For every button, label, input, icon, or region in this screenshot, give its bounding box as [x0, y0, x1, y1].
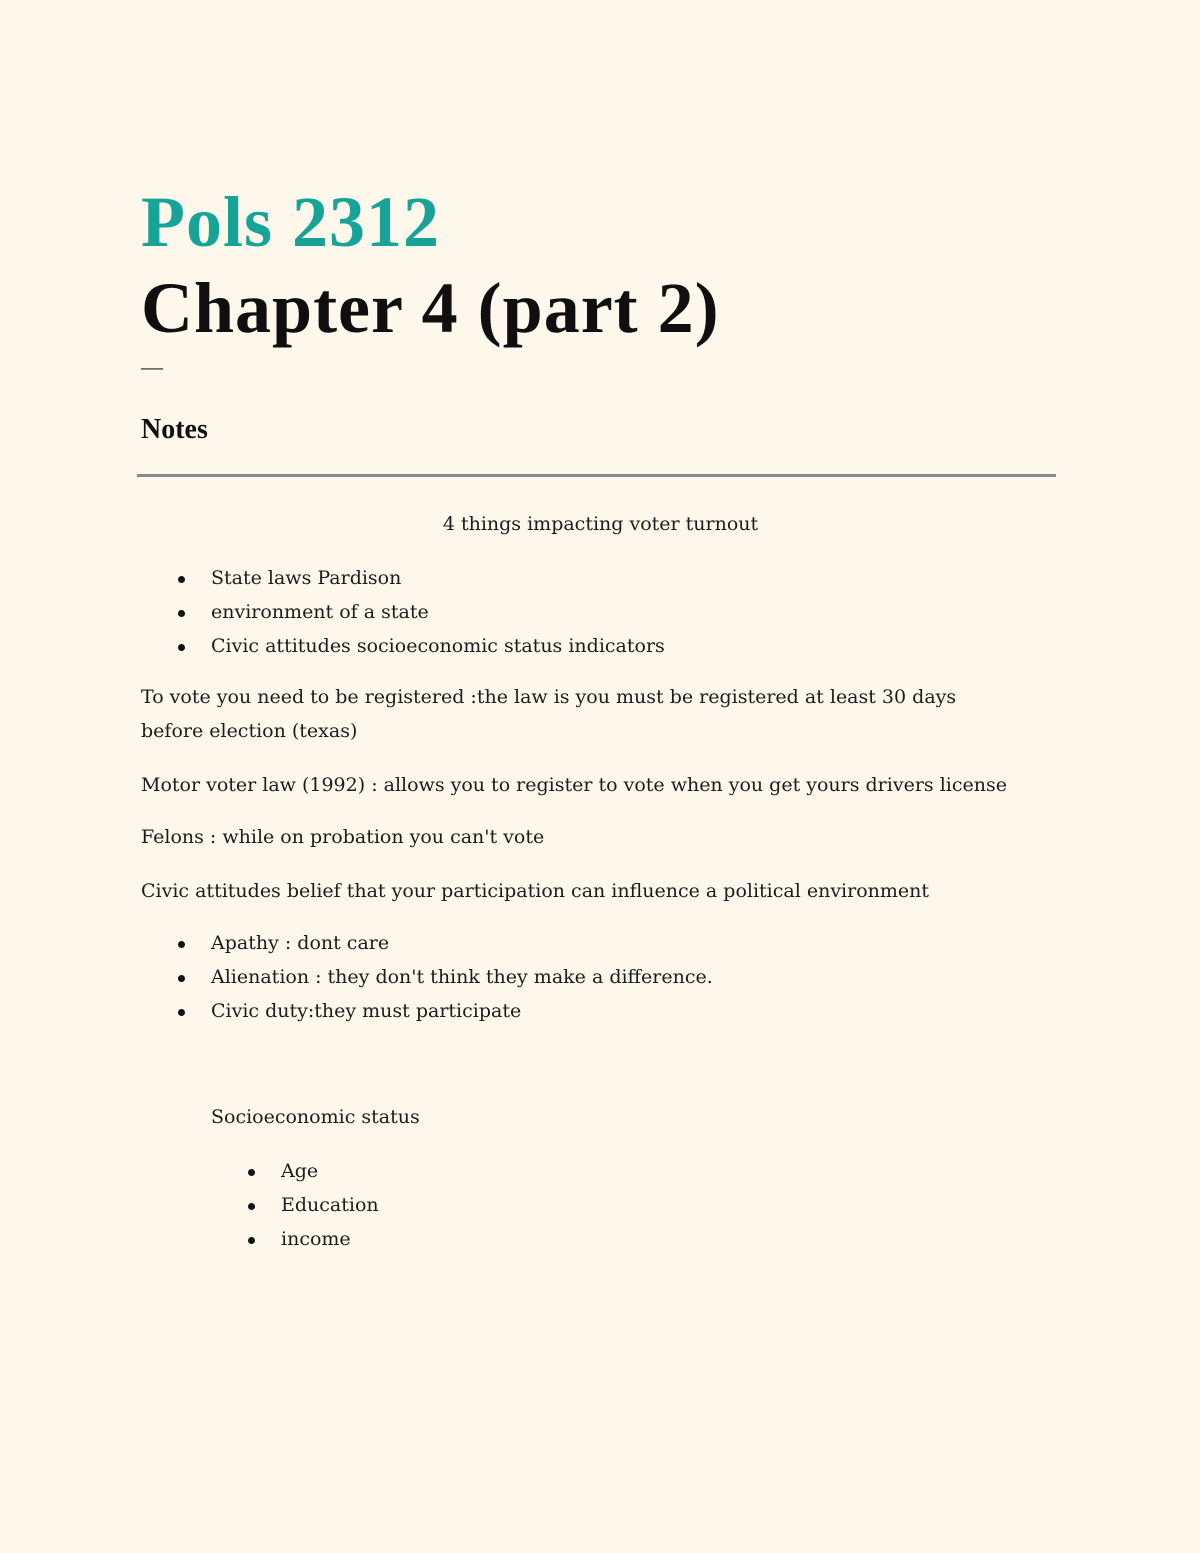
list-item-text: Education: [281, 1194, 379, 1216]
list-item-text: environment of a state: [211, 601, 429, 623]
paragraph-felons: Felons : while on probation you can't vote: [141, 826, 545, 848]
list-item-text: Civic duty:they must participate: [211, 1000, 522, 1022]
list-item: [211, 1222, 1011, 1256]
section-divider: [137, 474, 1056, 477]
bullet-list-socioeconomic: [211, 1154, 1011, 1256]
bullet-icon: [248, 1169, 255, 1176]
bullet-icon: [178, 610, 185, 617]
bullet-icon: [178, 941, 185, 948]
paragraph-motor-voter: Motor voter law (1992) : allows you to register to vote when you get yours drivers license: [141, 774, 1007, 796]
bullet-icon: [248, 1237, 255, 1244]
bullet-icon: [178, 644, 185, 651]
list-item-text: State laws Pardison: [211, 567, 402, 589]
list-item: [141, 994, 1041, 1028]
list-item-text: Civic attitudes socioeconomic status indicators: [211, 635, 665, 657]
list-item-text: Apathy : dont care: [211, 932, 390, 954]
bullet-list-attitudes: [141, 926, 1041, 1028]
bullet-icon: [178, 1009, 185, 1016]
bullet-icon: [178, 576, 185, 583]
paragraph-registration: To vote you need to be registered :the law is you must be registered at least 30 days before election (texas): [141, 686, 957, 742]
document-subtitle: Chapter 4 (part 2): [141, 268, 720, 348]
list-item: [141, 561, 1041, 595]
title-dash: —: [141, 354, 163, 379]
list-item: [141, 595, 1041, 629]
centered-heading: 4 things impacting voter turnout: [442, 513, 759, 535]
list-item: [211, 1188, 1011, 1222]
bullet-list-factors: [141, 561, 1041, 663]
list-item: [141, 926, 1041, 960]
section-heading: Notes: [141, 414, 208, 445]
document-title: Pols 2312: [141, 182, 441, 262]
list-item-text: income: [281, 1228, 351, 1250]
list-item: [211, 1154, 1011, 1188]
paragraph-civic-attitudes: Civic attitudes belief that your participation can influence a political environment: [141, 880, 930, 902]
list-item-text: Age: [281, 1160, 319, 1182]
list-item: [141, 629, 1041, 663]
list-item-text: Alienation : they don't think they make a difference.: [211, 966, 713, 988]
socioeconomic-heading: Socioeconomic status: [211, 1106, 420, 1128]
bullet-icon: [248, 1203, 255, 1210]
list-item: [141, 960, 1041, 994]
bullet-icon: [178, 975, 185, 982]
